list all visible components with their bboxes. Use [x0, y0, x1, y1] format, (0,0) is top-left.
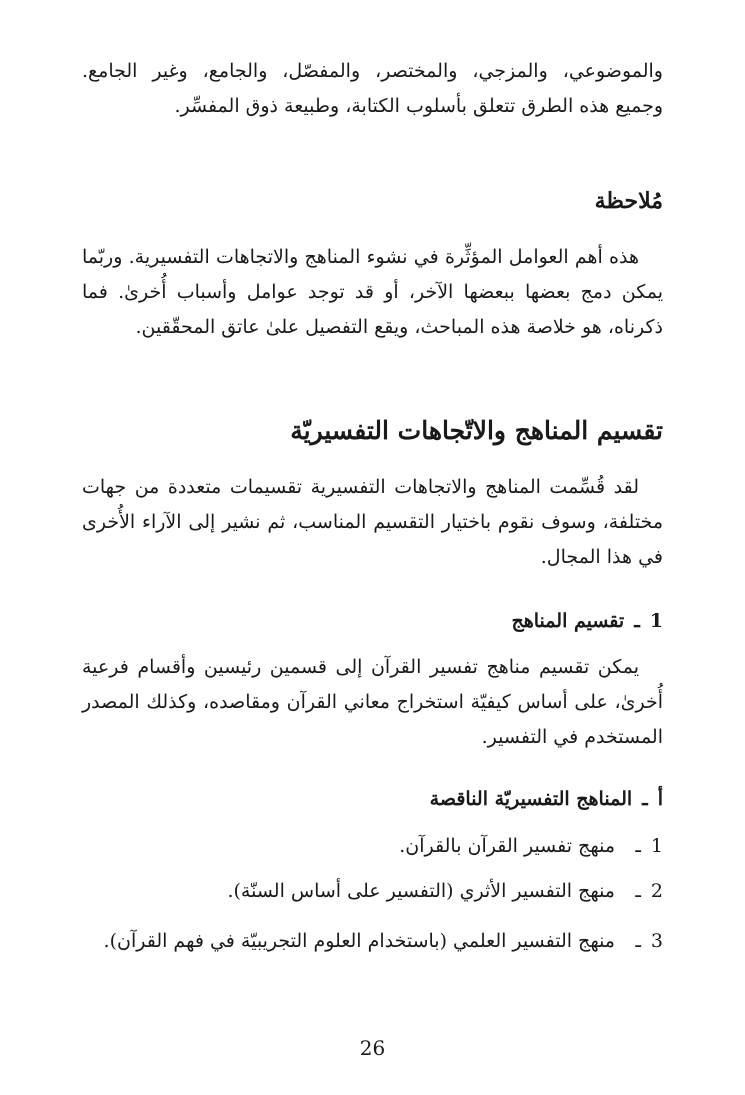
book-page: [82, 0, 663, 1095]
note-heading: مُلاحظة: [594, 188, 663, 214]
list-number: 2: [650, 880, 663, 902]
list-item: [82, 829, 663, 863]
part-dash: ـ: [642, 788, 648, 810]
section-heading: تقسيم المناهج والاتّجاهات التفسيريّة: [290, 416, 663, 445]
subsection-paragraph: يمكن تقسيم مناهج تفسير القرآن إلى قسمين رئيسين وأقسام فرعية أُخرىٰ، على أساس كيفيّة استخراج معاني القرآن ومقاصده، وكذلك المصدر المستخدم في التفسير.: [82, 656, 663, 748]
note-paragraph: هذه أهم العوامل المؤثِّرة في نشوء المناهج والاتجاهات التفسيرية. وربّما يمكن دمج بعضها ببعضها الآخر، أو قد توجد عوامل وأسباب أُخرىٰ. فما ذكرناه، هو خلاصة هذه المباحث، ويقع التفصيل علىٰ عاتق المحقّقين.: [82, 246, 663, 338]
list-dash: ـ: [635, 880, 641, 902]
list-dash: ـ: [635, 835, 641, 857]
list-dash: ـ: [635, 930, 641, 952]
list-marker: [615, 924, 663, 958]
list-text: منهج التفسير الأثري (التفسير على أساس السنّة).: [227, 880, 615, 902]
list-marker: [615, 829, 663, 863]
part-letter: أ: [657, 788, 663, 810]
intro-paragraph: والموضوعي، والمزجي، والمختصر، والمفصّل، والجامع، وغير الجامع. وجميع هذه الطرق تتعلق بأسلوب الكتابة، وطبيعة ذوق المفسِّر.: [82, 60, 663, 117]
list-number: 1: [650, 835, 663, 857]
subsection-dash: ـ: [634, 610, 640, 632]
list-item: [82, 924, 663, 958]
section-paragraph: لقد قُسِّمت المناهج والاتجاهات التفسيرية تقسيمات متعددة من جهات مختلفة، وسوف نقوم باختيار التقسيم المناسب، ثم نشير إلى الآراء الأُخرى في هذا المجال.: [82, 476, 663, 568]
list-marker: [615, 874, 663, 908]
list-text: منهج تفسير القرآن بالقرآن.: [399, 835, 615, 857]
subsection-number: 1: [649, 610, 663, 632]
part-heading: [430, 784, 663, 814]
page-number: 26: [359, 1036, 386, 1060]
list-text: منهج التفسير العلمي (باستخدام العلوم التجريبيّة في فهم القرآن).: [103, 930, 615, 952]
part-title: المناهج التفسيريّة الناقصة: [429, 788, 633, 810]
list-number: 3: [650, 930, 663, 952]
subsection-title: تقسيم المناهج: [511, 610, 625, 632]
subsection-heading: [511, 606, 663, 636]
list-item: [82, 874, 663, 908]
